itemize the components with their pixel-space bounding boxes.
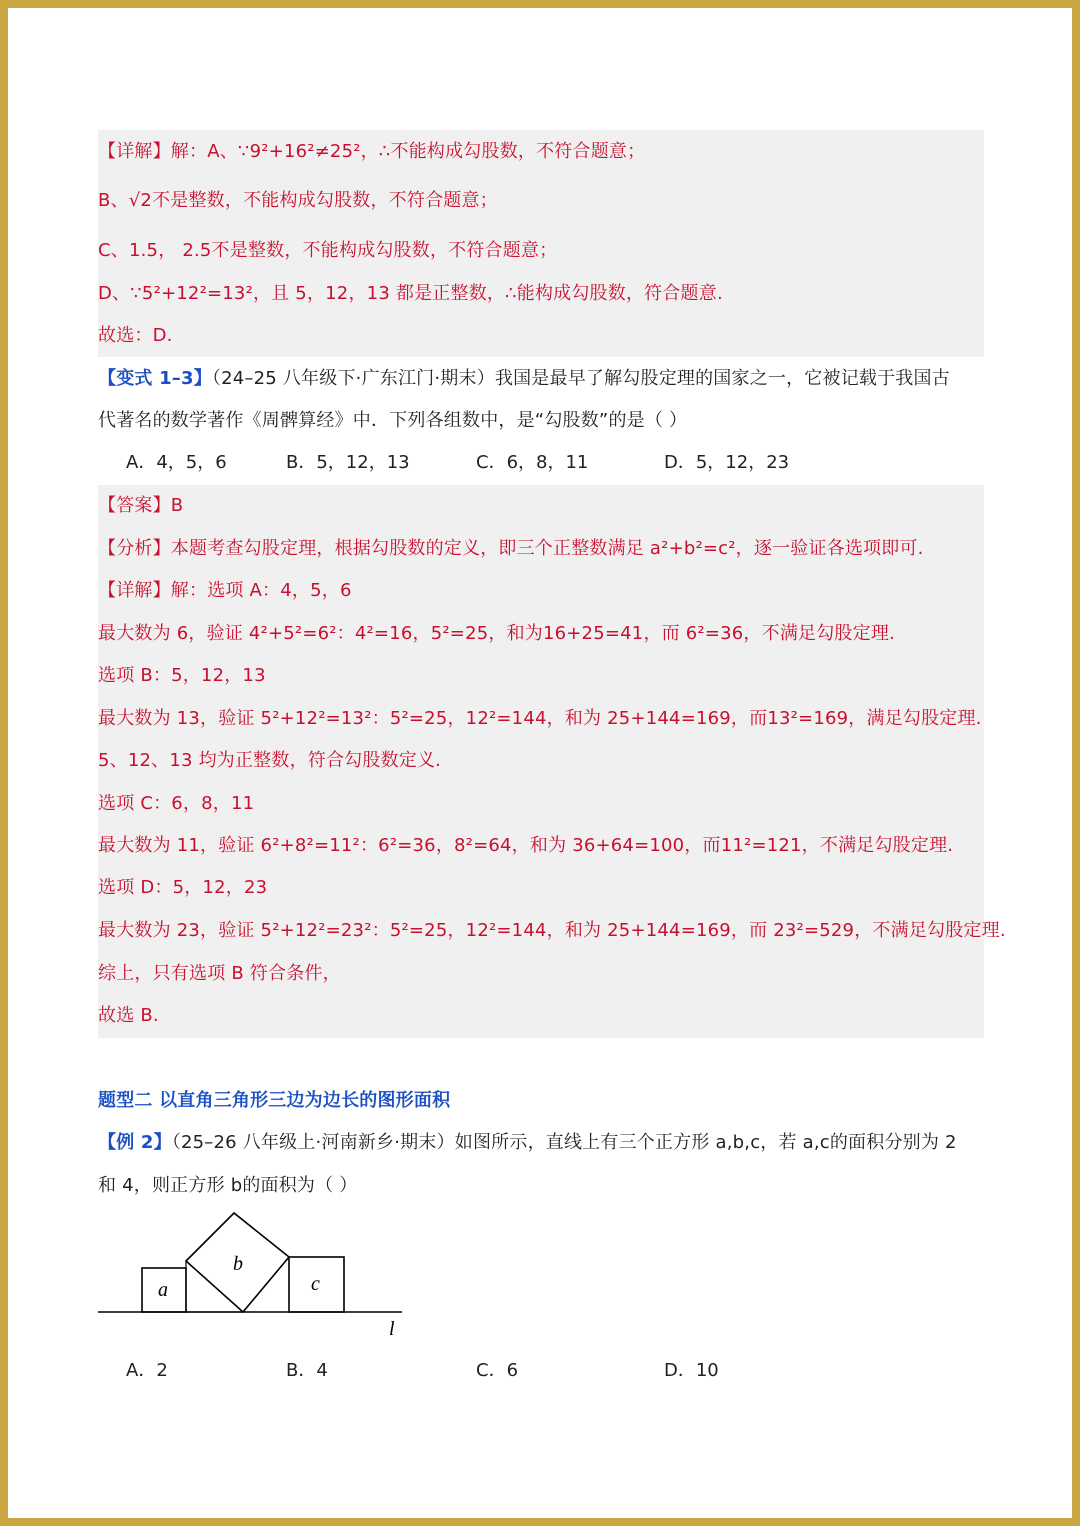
- solution-line: D、∵5²+12²=13²，且 5，12，13 都是正整数，∴能构成勾股数，符合题意.: [98, 283, 723, 304]
- solution-line: 选项 B：5，12，13: [98, 665, 266, 686]
- label-a: a: [158, 1279, 168, 1301]
- question-1-stem-line-1: 【变式 1–3】（24–25 八年级下·广东江门·期末）我国是最早了解勾股定理的国家之一，它被记载于我国古: [98, 368, 950, 389]
- solution-line: 【详解】解：A、∵9²+16²≠25²，∴不能构成勾股数，不符合题意；: [98, 141, 646, 162]
- solution-line: 最大数为 23，验证 5²+12²=23²：5²=25，12²=144，和为 25+144=169，而 23²=529，不满足勾股定理.: [98, 920, 1006, 941]
- option-c: C．6: [476, 1360, 519, 1381]
- solution-line: 选项 C：6，8，11: [98, 793, 255, 814]
- analysis-line: 【分析】本题考查勾股定理，根据勾股数的定义，即三个正整数满足 a²+b²=c²，逐一验证各选项即可.: [98, 538, 924, 559]
- squares-on-line-figure: [96, 1208, 408, 1344]
- option-d: D．5，12，23: [664, 452, 790, 473]
- answer-line: 【答案】B: [98, 495, 184, 516]
- solution-line: C、1.5， 2.5不是整数，不能构成勾股数，不符合题意；: [98, 240, 558, 261]
- question-2-stem-line-1: 【例 2】（25–26 八年级上·河南新乡·期末）如图所示，直线上有三个正方形 a,b,c，若 a,c的面积分别为 2: [98, 1132, 957, 1153]
- solution-line: B、√2不是整数，不能构成勾股数，不符合题意；: [98, 190, 498, 211]
- solution-line: 最大数为 6，验证 4²+5²=6²：4²=16，5²=25，和为16+25=41，而 6²=36，不满足勾股定理.: [98, 623, 895, 644]
- label-c: c: [311, 1273, 320, 1295]
- solution-line: 最大数为 13，验证 5²+12²=13²：5²=25，12²=144，和为 25+144=169，而13²=169，满足勾股定理.: [98, 708, 982, 729]
- solution-line: 5、12、13 均为正整数，符合勾股数定义.: [98, 750, 442, 771]
- option-a: A．2: [126, 1360, 168, 1381]
- question-1-stem-line-2: 代著名的数学著作《周髀算经》中．下列各组数中，是“勾股数”的是（ ）: [98, 410, 688, 431]
- option-c: C．6，8，11: [476, 452, 589, 473]
- solution-line: 最大数为 11，验证 6²+8²=11²：6²=36，8²=64，和为 36+64=100，而11²=121，不满足勾股定理.: [98, 835, 954, 856]
- option-a: A．4，5，6: [126, 452, 227, 473]
- solution-line: 故选 B.: [98, 1005, 159, 1026]
- option-d: D．10: [664, 1360, 719, 1381]
- solution-line: 【详解】解：选项 A：4，5，6: [98, 580, 352, 601]
- question-1-tag: 【变式 1–3】: [98, 368, 212, 389]
- label-l: l: [389, 1318, 395, 1340]
- option-b: B．4: [286, 1360, 328, 1381]
- section-heading: 题型二 以直角三角形三边为边长的图形面积: [98, 1090, 451, 1111]
- solution-line: 故选：D.: [98, 325, 173, 346]
- question-2-tag: 【例 2】: [98, 1132, 172, 1153]
- label-b: b: [233, 1253, 243, 1275]
- question-2-stem-line-2: 和 4，则正方形 b的面积为（ ）: [98, 1175, 358, 1196]
- option-b: B．5，12，13: [286, 452, 410, 473]
- solution-line: 综上，只有选项 B 符合条件，: [98, 963, 341, 984]
- solution-line: 选项 D：5，12，23: [98, 877, 268, 898]
